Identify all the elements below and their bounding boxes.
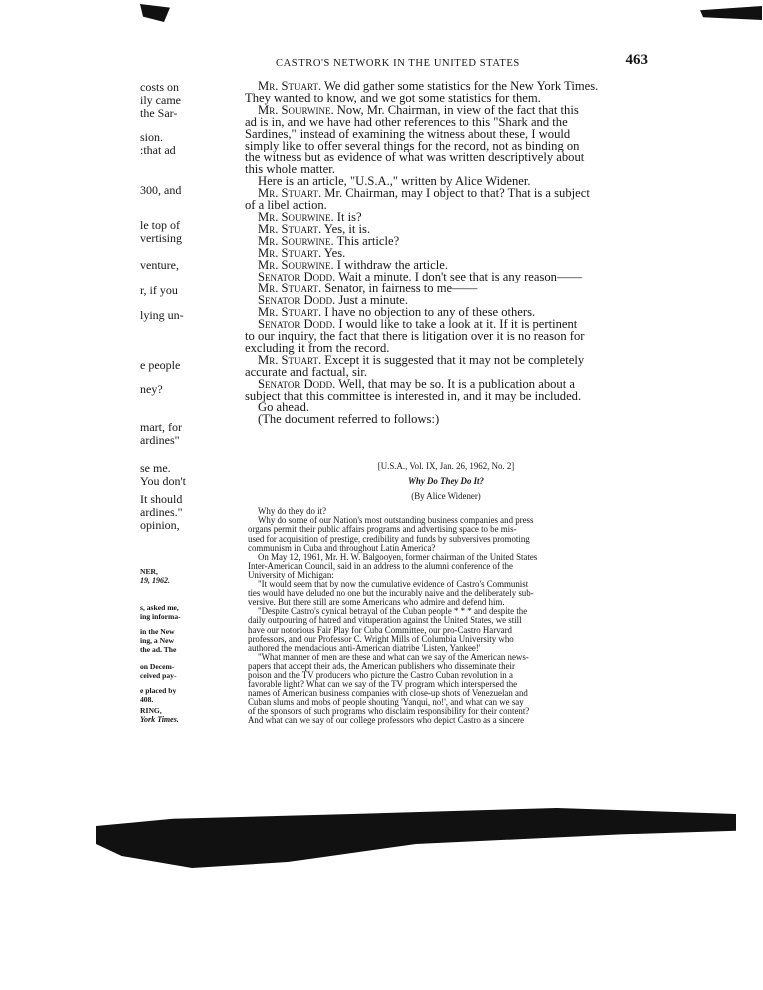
testimony-text: I have no objection to any of these others. [321,307,536,320]
testimony-line [245,117,645,129]
scan-edge-top-right [700,6,762,20]
document-line: ties would have deluded no one but the incurably naive and the deliberately sub- [248,589,534,599]
document-line: Inter-American Council, said in an address to the alumni conference of the [248,561,513,571]
testimony-line [245,283,645,295]
testimony-line [245,141,645,153]
testimony-line [245,295,645,307]
bleed-line: York Times. [140,715,179,724]
speaker-name: Mr. Sourwine. [258,211,334,224]
testimony-line [245,319,645,331]
bleed-line: ing, a New [140,636,174,645]
bleed-line: You don't [140,474,186,488]
speaker-name: Mr. Stuart. [258,223,322,236]
inserted-document [248,462,644,726]
speaker-name: Senator Dodd. [258,271,336,284]
testimony-line [245,260,645,272]
testimony-line [245,81,645,93]
document-line: daily outpouring of hatred and vituperation against the United States, we still [248,616,522,626]
bleed-line: venture, [140,258,179,272]
testimony-line [245,176,645,188]
testimony-line [245,224,645,236]
document-line: of the sponsors of such programs who disclaim responsibility for their content? [248,707,530,717]
testimony-text: Senator, in fairness to me—— [321,283,478,296]
testimony-line [245,414,645,426]
bleed-line: the ad. The [140,645,177,654]
scan-edge-bottom-smear [96,808,736,868]
testimony-text: It is? [333,211,362,224]
bleed-line: NER, [140,567,158,576]
testimony-line [245,200,645,212]
document-line: favorable light? What can we say of the TV program which interspersed the [248,680,518,690]
document-citation: [U.S.A., Vol. IX, Jan. 26, 1962, No. 2] [377,462,515,471]
testimony-text: This article? [333,235,400,248]
testimony-text: (The document referred to follows:) [258,414,440,427]
testimony-text: Here is an article, "U.S.A.," written by Alice Widener. [258,176,531,189]
testimony-line [245,379,645,391]
document-line: communism in Cuba and throughout Latin America? [248,543,436,553]
speaker-name: Mr. Stuart. [258,247,322,260]
document-line: organs permit their public affairs programs and advertising space to be mis- [248,525,517,535]
document-line: papers that accept their ads, the American publishers who disseminate their [248,661,515,671]
document-line: versive. But there still are some Americans who admire and defend him. [248,598,505,608]
document-line: "What manner of men are these and what can we say of the American news- [258,652,529,662]
speaker-name: Mr. Stuart. [258,283,322,296]
bleed-line: It should [140,492,183,506]
document-line: University of Michigan: [248,570,334,580]
bleed-line: mart, for [140,420,182,434]
testimony-line [245,105,645,117]
speaker-name: Senator Dodd. [258,378,336,391]
bleed-line: :that ad [140,143,176,157]
testimony-text: this whole matter. [245,164,335,177]
document-line: used for acquisition of prestige, credibility and funds by subversives promoting [248,534,530,544]
testimony-text: Mr. Chairman, may I object to that? That is a subject [321,188,590,201]
document-text [248,507,644,725]
bleed-line: 408. [140,695,154,704]
testimony-text: Sardines," instead of examining the witness about these, I would [245,128,571,141]
testimony-text: ad is in, and we have had other references to this "Shark and the [245,116,568,129]
bleed-line: le top of [140,218,180,232]
speaker-name: Mr. Sourwine. [258,104,334,117]
testimony-line [245,391,645,403]
document-line: On May 12, 1961, Mr. H. W. Balgooyen, former chairman of the United States [258,552,538,562]
testimony-text: Wait a minute. I don't see that is any reason—— [335,271,583,284]
testimony-text: Except it is suggested that it may not be completely [321,354,585,367]
testimony-text: Go ahead. [258,402,310,415]
bleed-line: 19, 1962. [140,576,170,585]
testimony-line [245,93,645,105]
testimony-text: the witness but as evidence of what was written descriptively about [245,152,585,165]
testimony-line [245,212,645,224]
scan-edge-top-left [140,4,170,22]
bleed-line: ing informa- [140,612,181,621]
running-head: CASTRO'S NETWORK IN THE UNITED STATES [276,58,520,69]
bleed-line: se me. [140,461,171,475]
testimony-text: Just a minute. [335,295,408,308]
testimony-line [245,272,645,284]
testimony-text: accurate and factual, sir. [245,366,368,379]
document-line: poison and the TV producers who picture the Castro Cuban revolution in a [248,670,513,680]
document-line: And what can we say of our college professors who depict Castro as a sincere [248,716,525,726]
testimony-text: Yes, it is. [321,223,371,236]
document-title: Why Do They Do It? [408,477,484,487]
testimony-line [245,307,645,319]
bleed-line: vertising [140,231,182,245]
testimony-text: I would like to take a look at it. If it is pertinent [335,319,578,332]
testimony-text: excluding it from the record. [245,342,390,355]
testimony-line [245,129,645,141]
speaker-name: Mr. Stuart. [258,81,322,93]
bleed-line: in the New [140,627,175,636]
testimony-text: to our inquiry, the fact that there is litigation over it is no reason for [245,331,585,343]
bleed-line: the Sar- [140,106,178,120]
bleed-line: ardines" [140,433,180,447]
document-line: Cuban slums and mobs of people shouting 'Yanqui, no!', and what can we say [248,698,524,708]
testimony-text: We did gather some statistics for the New York Times. [321,81,599,93]
speaker-name: Mr. Stuart. [258,188,322,201]
document-line: "Despite Castro's cynical betrayal of the Cuban people * * * and despite the [258,607,528,617]
speaker-name: Mr. Stuart. [258,307,322,320]
bleed-line: e placed by [140,686,177,695]
document-line: Why do some of our Nation's most outstanding business companies and press [258,516,534,526]
testimony-line [245,188,645,200]
document-line: "It would seem that by now the cumulative evidence of Castro's Communist [258,580,529,590]
testimony-text: of a libel action. [245,200,327,212]
testimony-text: They wanted to know, and we got some statistics for them. [245,92,541,105]
testimony-text: simply like to offer several things for the record, not as binding on [245,140,580,153]
testimony-line [245,152,645,164]
testimony-line [245,248,645,260]
document-line: names of American business companies with close-up shots of Venezuelan and [248,689,528,699]
bleed-line: 300, and [140,183,182,197]
testimony-text: Now, Mr. Chairman, in view of the fact that this [333,104,579,117]
bleed-line: ney? [140,382,163,396]
testimony-line [245,236,645,248]
bleed-line: sion. [140,130,164,144]
bleed-line: RING, [140,706,162,715]
page-number: 463 [625,52,648,68]
bleed-line: e people [140,358,181,372]
speaker-name: Senator Dodd. [258,319,336,332]
speaker-name: Mr. Stuart. [258,354,322,367]
testimony-text: subject that this committee is interested in, and it may be included. [245,390,582,403]
testimony-body [245,81,645,426]
bleed-line: lying un- [140,308,184,322]
testimony-line [245,367,645,379]
bleed-line: ardines." [140,505,183,519]
document-line: authored the mendacious anti-American diatribe 'Listen, Yankee!' [248,643,481,653]
testimony-line [245,343,645,355]
bleed-line: s, asked me, [140,603,179,612]
bleed-line: costs on [140,80,179,94]
bleed-line: on Decem- [140,662,175,671]
testimony-text: I withdraw the article. [333,259,449,272]
bleed-line: ceived pay- [140,671,177,680]
speaker-name: Senator Dodd. [258,295,336,308]
page-header [256,52,648,72]
testimony-text: Well, that may be so. It is a publication about a [335,378,575,391]
speaker-name: Mr. Sourwine. [258,235,334,248]
testimony-text: Yes. [321,247,346,260]
document-byline: (By Alice Widener) [411,492,481,502]
testimony-line [245,331,645,343]
document-line: Why do they do it? [258,507,327,517]
testimony-line [245,164,645,176]
testimony-line [245,355,645,367]
bleed-line: r, if you [140,283,178,297]
bleed-line: opinion, [140,518,180,532]
document-line: have our notorious Fair Play for Cuba Committee, our pro-Castro Harvard [248,625,512,635]
speaker-name: Mr. Sourwine. [258,259,334,272]
document-line: professors, and our Professor C. Wright Mills of Columbia University who [248,634,514,644]
bleed-line: ily came [140,93,181,107]
testimony-line [245,402,645,414]
